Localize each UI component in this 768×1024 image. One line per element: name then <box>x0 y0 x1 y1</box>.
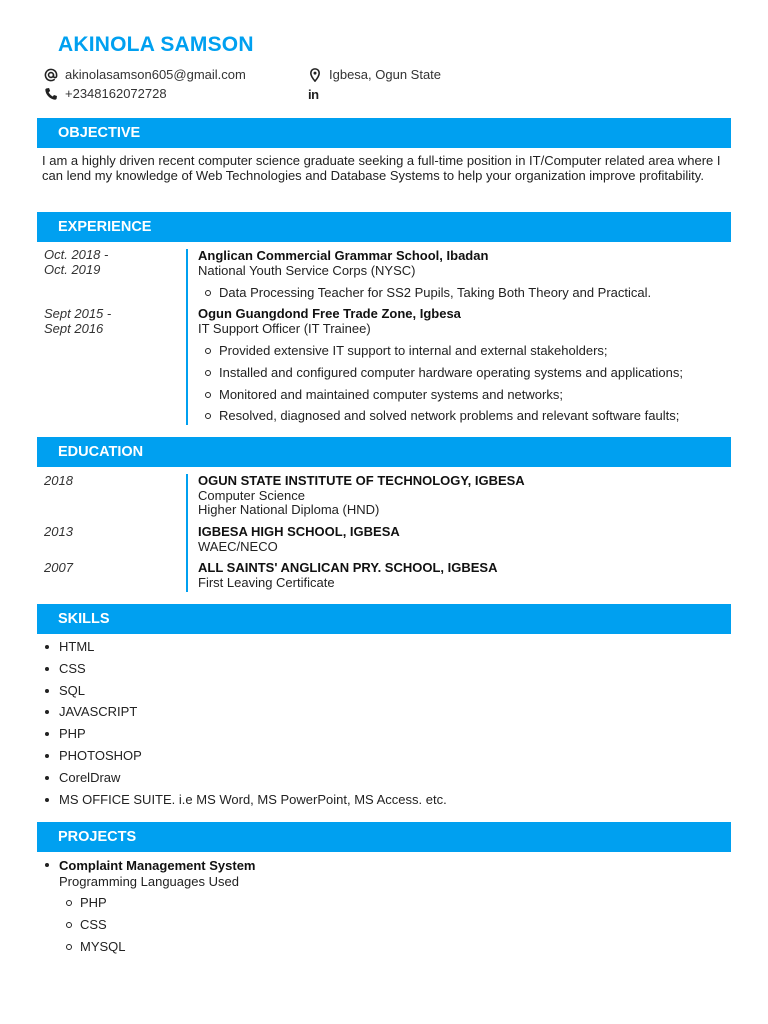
contact-phone[interactable] <box>44 86 167 101</box>
project-languages <box>80 896 126 961</box>
experience-role: National Youth Service Corps (NYSC) <box>198 262 416 278</box>
experience-entry <box>198 307 461 336</box>
project-subtitle: Programming Languages Used <box>59 873 239 889</box>
list-item: JAVASCRIPT <box>59 705 447 727</box>
skills-list <box>59 640 447 814</box>
list-item: Provided extensive IT support to internal and external stakeholders; <box>219 344 683 366</box>
objective-text: I am a highly driven recent computer science graduate seeking a full-time position in IT/Computer related area where I can lend my knowledge of Web Technologies and Database Systems to help your organization improve profitability. <box>42 153 721 183</box>
skills-heading: SKILLS <box>58 611 110 627</box>
candidate-name: AKINOLA SAMSON <box>58 33 254 56</box>
at-icon <box>44 68 58 82</box>
education-detail: Computer Science <box>198 487 305 503</box>
education-heading: EDUCATION <box>58 444 144 460</box>
experience-bullets <box>219 286 651 308</box>
experience-org: Anglican Commercial Grammar School, Ibadan <box>198 248 489 263</box>
education-year: 2013 <box>44 524 73 539</box>
experience-entry <box>198 249 488 278</box>
project-item <box>59 858 256 889</box>
date-end: Oct. 2019 <box>44 261 101 277</box>
list-item: CSS <box>59 662 447 684</box>
phone-text: +2348162072728 <box>65 86 167 101</box>
list-item: Monitored and maintained computer systems and networks; <box>219 388 683 410</box>
experience-heading: EXPERIENCE <box>58 219 152 235</box>
list-item: PHOTOSHOP <box>59 749 447 771</box>
experience-section-header <box>37 212 731 242</box>
objective-section-header <box>37 118 731 148</box>
experience-date <box>44 248 108 277</box>
phone-icon <box>44 87 58 101</box>
contact-email[interactable] <box>44 67 246 82</box>
email-text: akinolasamson605@gmail.com <box>65 67 246 82</box>
date-end: Sept 2016 <box>44 320 104 336</box>
experience-timeline-line <box>186 249 188 425</box>
education-year: 2018 <box>44 473 73 488</box>
list-item: SQL <box>59 684 447 706</box>
experience-date <box>44 307 111 336</box>
contact-location <box>308 67 441 82</box>
date-start: Oct. 2018 - <box>44 247 109 262</box>
skills-section-header <box>37 604 731 634</box>
projects-heading: PROJECTS <box>58 829 137 845</box>
education-section-header <box>37 437 731 467</box>
experience-org: Ogun Guangdond Free Trade Zone, Igbesa <box>198 306 461 321</box>
list-item: PHP <box>59 727 447 749</box>
education-entry <box>198 474 525 518</box>
education-detail: WAEC/NECO <box>198 538 278 554</box>
education-entry <box>198 561 497 590</box>
education-year: 2007 <box>44 560 73 575</box>
project-title: Complaint Management System <box>59 858 256 873</box>
contact-linkedin[interactable] <box>308 87 319 102</box>
experience-role: IT Support Officer (IT Trainee) <box>198 320 371 336</box>
education-entry <box>198 525 400 554</box>
list-item: MS OFFICE SUITE. i.e MS Word, MS PowerPoint, MS Access. etc. <box>59 793 447 815</box>
location-text: Igbesa, Ogun State <box>329 67 442 82</box>
projects-section-header <box>37 822 731 852</box>
linkedin-icon[interactable]: in <box>308 87 319 102</box>
list-item: Resolved, diagnosed and solved network problems and relevant software faults; <box>219 409 683 431</box>
date-start: Sept 2015 - <box>44 306 112 321</box>
list-item: CSS <box>80 918 126 940</box>
education-detail: Higher National Diploma (HND) <box>198 502 380 517</box>
location-pin-icon <box>308 68 322 82</box>
list-item: CorelDraw <box>59 771 447 793</box>
list-item: MYSQL <box>80 940 126 962</box>
education-school: ALL SAINTS' ANGLICAN PRY. SCHOOL, IGBESA <box>198 560 498 575</box>
objective-heading: OBJECTIVE <box>58 125 141 141</box>
education-school: IGBESA HIGH SCHOOL, IGBESA <box>198 524 400 539</box>
education-detail: First Leaving Certificate <box>198 574 335 590</box>
education-school: OGUN STATE INSTITUTE OF TECHNOLOGY, IGBESA <box>198 473 525 488</box>
experience-bullets <box>219 344 683 431</box>
list-item: Data Processing Teacher for SS2 Pupils, Taking Both Theory and Practical. <box>219 286 651 308</box>
list-item: Installed and configured computer hardware operating systems and applications; <box>219 366 683 388</box>
education-timeline-line <box>186 474 188 592</box>
list-item: PHP <box>80 896 126 918</box>
list-item: HTML <box>59 640 447 662</box>
